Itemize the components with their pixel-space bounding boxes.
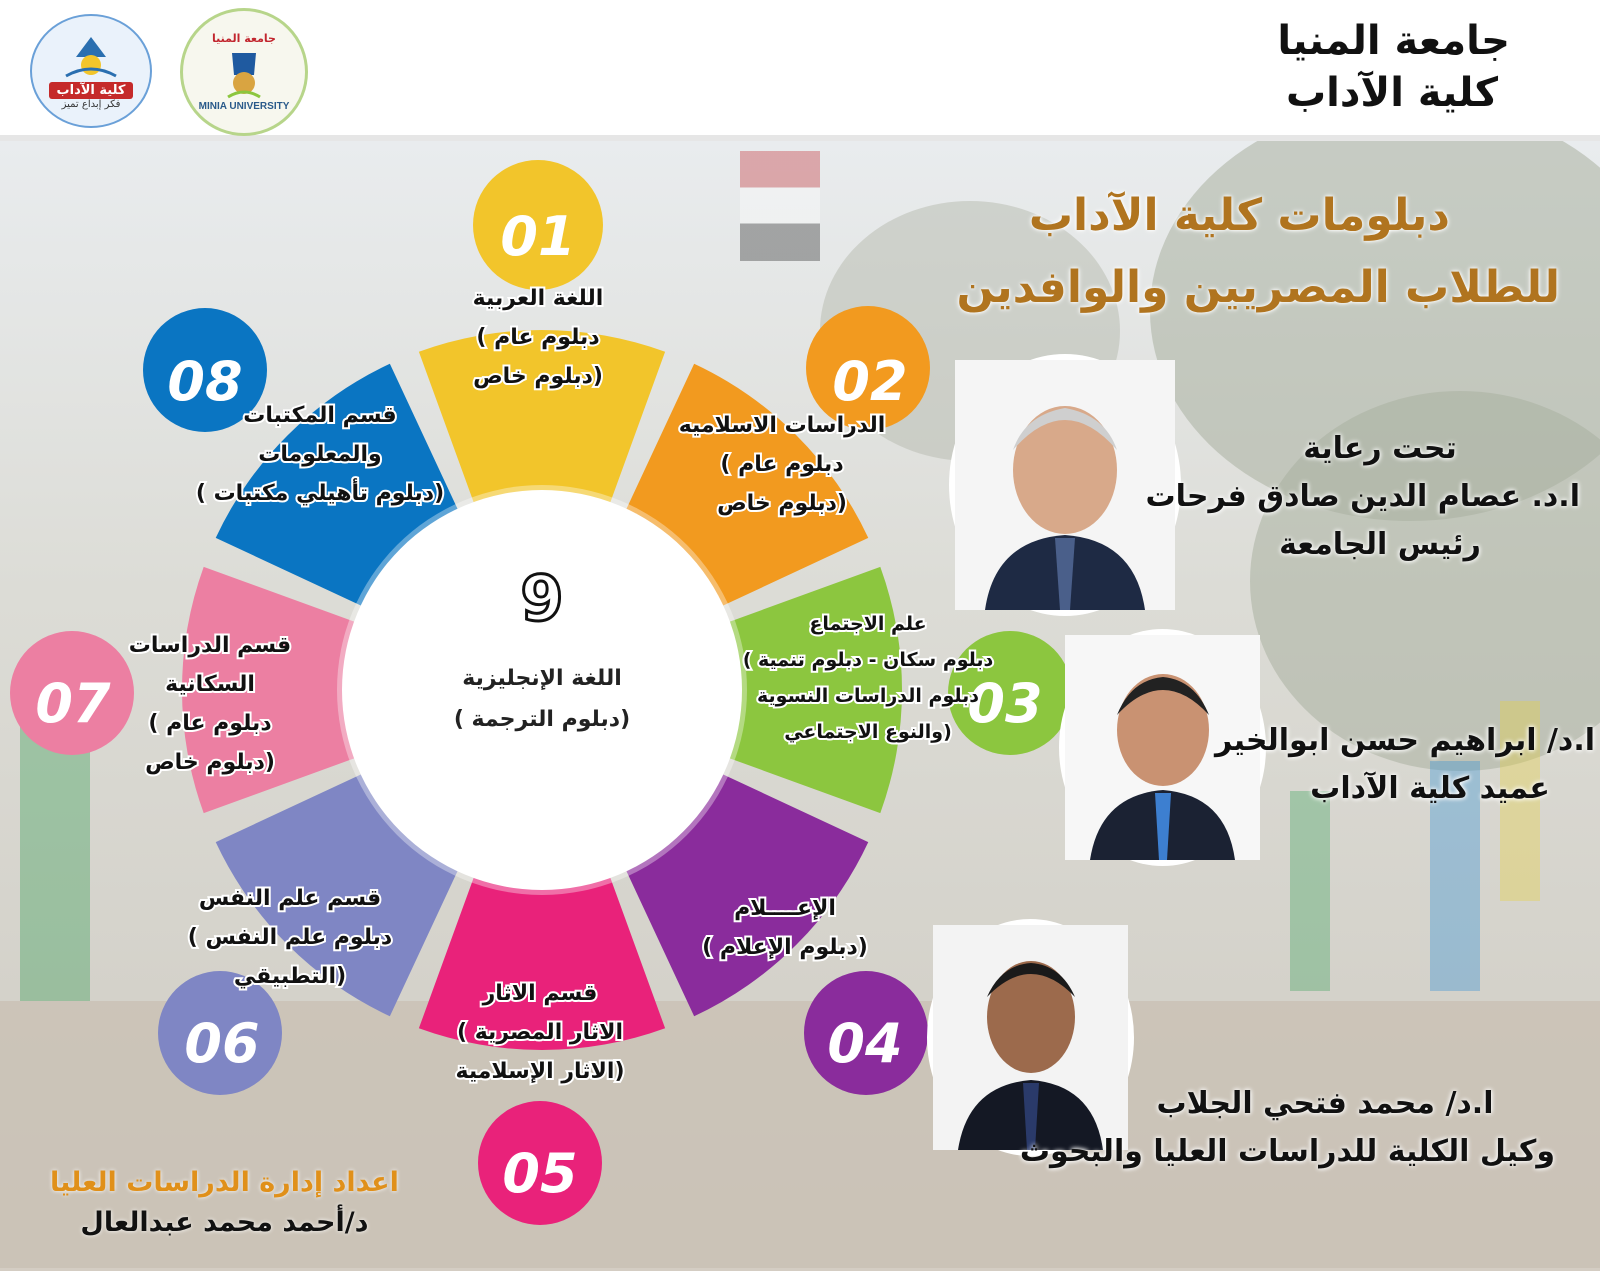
- segment-text-line: دبلوم سكان - دبلوم تنمية ): [742, 649, 994, 671]
- segment-number: 07: [35, 672, 111, 735]
- vice-dean-name: ا.د/ محمد فتحي الجلاب: [1156, 1086, 1494, 1121]
- segment-text-line: دبلوم الدراسات النسوية: [757, 685, 979, 707]
- segment-number: 03: [967, 672, 1043, 735]
- segment-text-line: قسم المكتبات: [243, 403, 397, 428]
- university-logo: [180, 8, 308, 136]
- footer-department: اعداد إدارة الدراسات العليا: [50, 1167, 399, 1198]
- patron-label: تحت رعاية: [1303, 431, 1457, 466]
- president-photo-icon: [955, 360, 1175, 610]
- faculty-logo: [30, 14, 152, 128]
- faculty-logo-motto: فكر إبداع تميز: [61, 99, 121, 110]
- segment-number: 05: [502, 1142, 578, 1205]
- segment-text-line: دبلوم عام ): [148, 711, 272, 736]
- diploma-segment-05: [419, 854, 665, 1225]
- center-dept-name: اللغة الإنجليزية: [462, 666, 622, 691]
- segment-text-line: والمعلومات: [258, 442, 382, 467]
- segment-number: 02: [832, 350, 908, 413]
- segment-text-line: (الاثار الإسلامية: [455, 1059, 625, 1084]
- president-title: رئيس الجامعة: [1279, 527, 1481, 562]
- segment-text-line: دبلوم عام ): [720, 452, 844, 477]
- segment-text-line: اللغة العربية: [472, 286, 604, 311]
- header-bar: [0, 0, 1600, 141]
- faculty-logo-name: كلية الآداب: [49, 82, 134, 99]
- patron-president-text: [1145, 425, 1580, 569]
- segment-text-line: (دبلوم خاص: [145, 750, 275, 775]
- title-line-2: للطلاب المصريين والوافدين: [956, 262, 1560, 313]
- nefertiti-emblem-icon: [214, 45, 274, 101]
- patron-vice-dean-text: [1019, 1080, 1555, 1176]
- university-logo-text: MINIA UNIVERSITY: [198, 101, 290, 112]
- segment-text-line: دبلوم علم النفس ): [187, 925, 393, 950]
- vice-dean-title: وكيل الكلية للدراسات العليا والبحوث: [1019, 1134, 1555, 1169]
- segment-text-line: (دبلوم خاص: [473, 364, 603, 389]
- segment-text-line: الدراسات الاسلاميه: [678, 413, 886, 438]
- segment-number: 06: [184, 1012, 260, 1075]
- dean-name: ا.د/ ابراهيم حسن ابوالخير: [1214, 723, 1595, 758]
- university-name: جامعة المنيا: [1277, 18, 1510, 64]
- university-logo-arabic: جامعة المنيا: [212, 32, 276, 45]
- segment-text-line: (دبلوم الإعلام ): [702, 935, 868, 960]
- president-name: ا.د. عصام الدين صادق فرحات: [1145, 479, 1580, 514]
- segment-text-line: (التطبيقي: [233, 964, 347, 989]
- segment-text-line: الاثار المصرية ): [457, 1020, 623, 1045]
- diploma-segment-01: [419, 160, 665, 526]
- segment-text-line: قسم الدراسات: [128, 633, 292, 658]
- title-line-1: دبلومات كلية الآداب: [1028, 190, 1450, 241]
- diploma-segment-07: [10, 567, 378, 813]
- segment-text-line: دبلوم عام ): [476, 325, 600, 350]
- segment-text-line: السكانية: [165, 672, 255, 697]
- segment-number: 04: [827, 1012, 903, 1075]
- diploma-wheel: [0, 141, 1043, 1268]
- segment-text-line: قسم علم النفس: [198, 886, 382, 911]
- footer-credit: [50, 1163, 399, 1243]
- center-diploma: (دبلوم الترجمة ): [453, 707, 631, 732]
- segment-text-line: (دبلوم تأهيلي مكتبات ): [195, 481, 445, 506]
- segment-text-line: (دبلوم خاص: [717, 491, 847, 516]
- faculty-name: كلية الآداب: [1285, 70, 1498, 116]
- center-number: 9: [520, 562, 564, 635]
- segment-text-line: علم الاجتماع: [809, 613, 927, 635]
- segment-number: 08: [167, 350, 243, 413]
- segment-text-line: (والنوع الاجتماعي: [784, 721, 952, 743]
- segment-text-line: قسم الاثار: [482, 981, 598, 1006]
- footer-author: د/أحمد محمد عبدالعال: [80, 1207, 369, 1238]
- president-portrait: [955, 360, 1175, 610]
- faculty-logo-emblem-icon: [56, 32, 126, 82]
- segment-number: 01: [500, 205, 576, 268]
- dean-title: عميد كلية الآداب: [1310, 771, 1550, 806]
- patron-dean-text: [1214, 717, 1595, 813]
- segment-text-line: الإعــــلام: [734, 896, 836, 921]
